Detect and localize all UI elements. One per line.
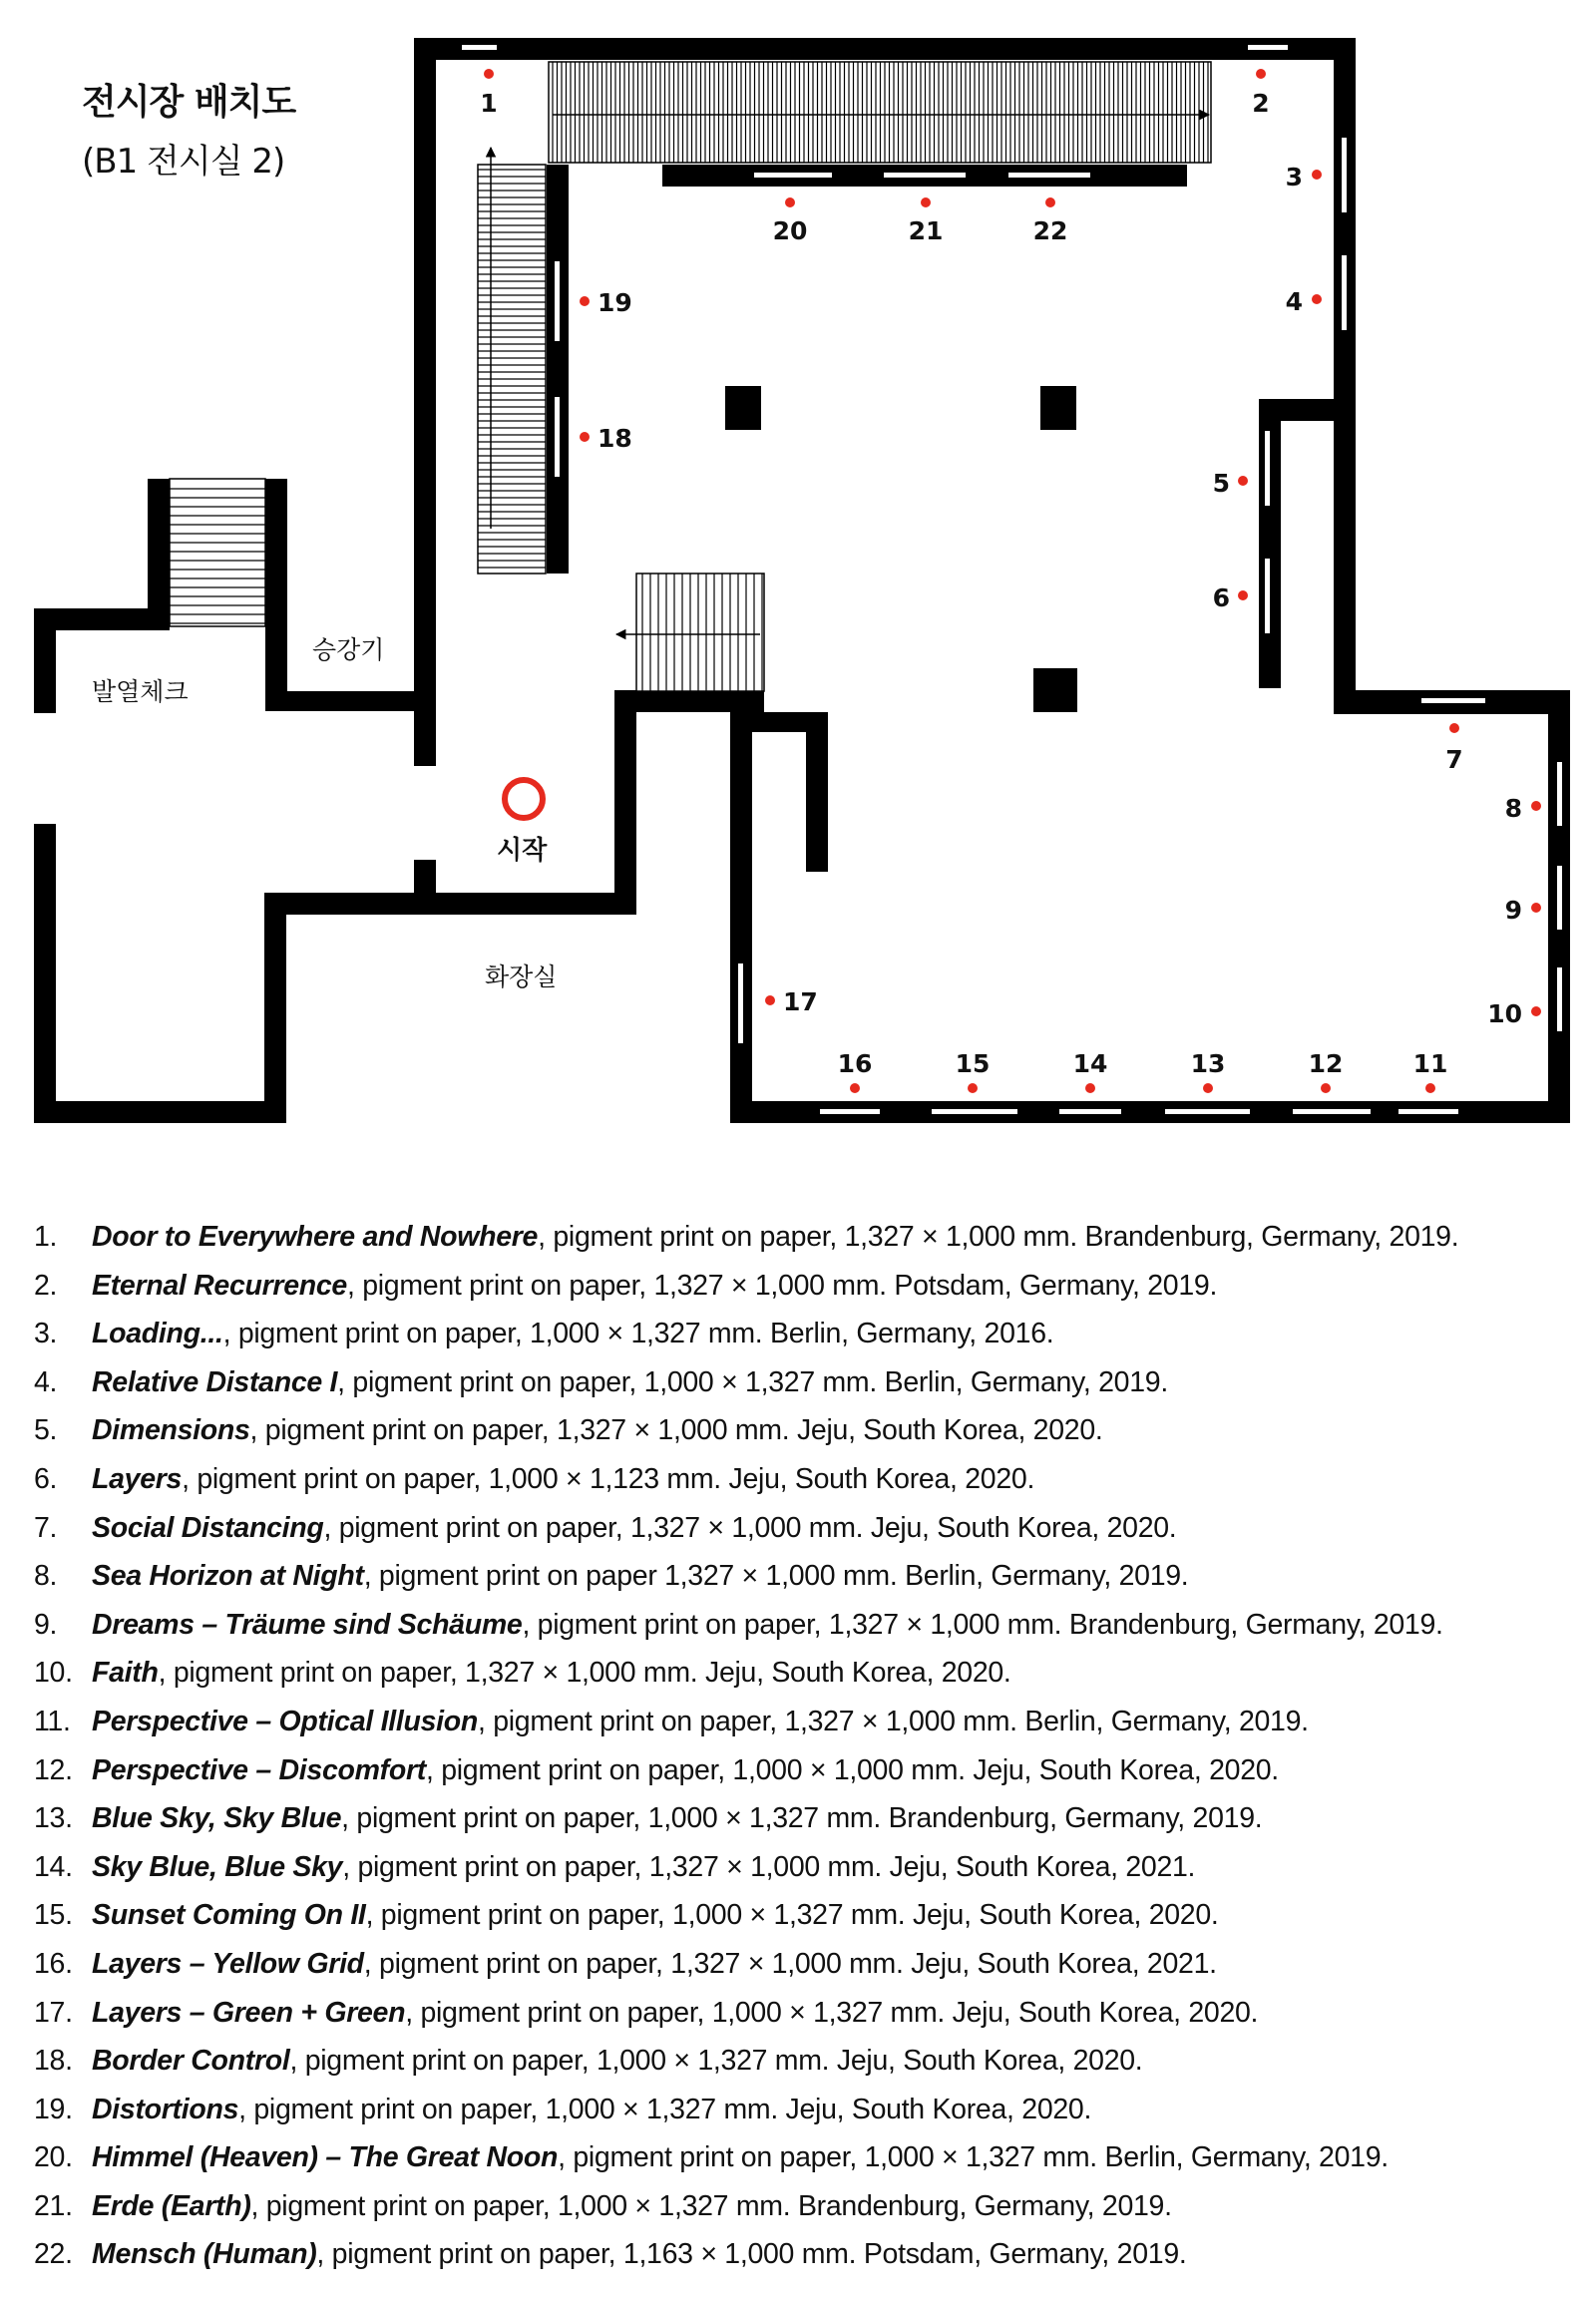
artwork-marker-number: 14 [1072,1049,1108,1078]
artwork-entry [92,1358,1168,1407]
wall [547,165,569,574]
artwork-list-item [34,1698,1590,1746]
artwork-marker-number: 18 [598,424,632,453]
artwork-details: , pigment print on paper 1,327 × 1,000 mm. Berlin, Germany, 2019. [363,1560,1189,1593]
wall [1033,668,1077,712]
artwork-marker-dot [484,69,494,79]
artwork-title: Sea Horizon at Night [92,1560,364,1593]
artwork-number: 3. [34,1318,58,1350]
floor-plan-subtitle: (B1 전시실 2) [82,142,285,182]
floor-plan-title: 전시장 배치도 [82,82,296,123]
artwork-details: , pigment print on paper, 1,000 × 1,327 mm. Jeju, South Korea, 2020. [365,1899,1219,1932]
artwork-marker-number: 10 [1487,999,1522,1028]
artwork-marker-dot [765,995,775,1005]
artwork-marker-number: 7 [1445,745,1463,774]
artwork-title: Sky Blue, Blue Sky [92,1850,343,1883]
artwork-list-item [34,1358,1590,1407]
start-point-icon [505,780,543,818]
artwork-title: Sunset Coming On II [92,1899,366,1932]
artwork-details: , pigment print on paper, 1,163 × 1,000 mm. Potsdam, Germany, 2019. [316,2238,1187,2271]
wall [265,691,436,711]
artwork-marker-dot [1321,1083,1331,1093]
wall [34,1101,286,1123]
artwork-entry [92,1504,1176,1553]
artwork-number: 12. [34,1753,73,1786]
artwork-entry [92,1843,1195,1892]
artwork-details: , pigment print on paper, 1,327 × 1,000 mm. Jeju, South Korea, 2020. [249,1414,1103,1447]
wall [265,479,287,711]
artwork-marker-number: 1 [480,89,498,118]
artwork-marker-dot [1312,170,1322,180]
artwork-marker-number: 9 [1504,896,1522,925]
artwork-details: , pigment print on paper, 1,327 × 1,000 mm. Brandenburg, Germany, 2019. [522,1608,1443,1641]
artwork-entry [92,1262,1217,1311]
artwork-details: , pigment print on paper, 1,000 × 1,123 mm. Jeju, South Korea, 2020. [182,1462,1035,1495]
artwork-entry [92,1989,1258,2038]
artwork-details: , pigment print on paper, 1,000 × 1,327 mm. Jeju, South Korea, 2020. [238,2093,1092,2125]
artwork-list-item [34,1262,1590,1311]
artwork-marker-dot [921,197,931,207]
artwork-details: , pigment print on paper, 1,000 × 1,327 mm. Berlin, Germany, 2019. [558,2141,1389,2174]
artwork-entry [92,1213,1458,1262]
artwork-marker-dot [1531,903,1541,913]
artwork-list-item [34,1891,1590,1940]
artwork-list-item [34,1746,1590,1795]
artwork-title: Himmel (Heaven) – The Great Noon [92,2141,559,2174]
artwork-number: 16. [34,1947,73,1980]
artwork-title: Perspective – Discomfort [92,1753,426,1786]
artwork-details: , pigment print on paper, 1,327 × 1,000 mm. Berlin, Germany, 2019. [477,1705,1309,1737]
wall [34,608,148,630]
artwork-details: , pigment print on paper, 1,000 × 1,327 mm. Brandenburg, Germany, 2019. [250,2189,1172,2222]
artwork-number: 10. [34,1657,73,1690]
artwork-number: 2. [34,1269,58,1302]
artwork-title: Layers [92,1462,183,1495]
room-label-restroom: 화장실 [485,962,558,991]
artwork-title: Dimensions [92,1414,250,1447]
artwork-title: Loading... [92,1318,223,1350]
artwork-marker-dot [1256,69,1266,79]
artwork-number: 4. [34,1365,58,1398]
wall [725,386,761,430]
artwork-details: , pigment print on paper, 1,000 × 1,327 mm. Brandenburg, Germany, 2019. [341,1802,1263,1835]
artwork-marker-number: 21 [908,216,944,245]
artwork-details: , pigment print on paper, 1,000 × 1,327 mm. Jeju, South Korea, 2020. [405,1996,1259,2029]
artwork-details: , pigment print on paper, 1,327 × 1,000 mm. Brandenburg, Germany, 2019. [538,1221,1459,1253]
artwork-marker-dot [1531,1006,1541,1016]
artwork-list-item [34,1310,1590,1358]
start-label: 시작 [497,836,548,866]
artwork-marker-dot [1085,1083,1095,1093]
artwork-list [34,1213,1590,2279]
artwork-list-item [34,2182,1590,2231]
artwork-number: 18. [34,2045,73,2078]
artwork-entry [92,1310,1053,1358]
artwork-title: Border Control [92,2045,290,2078]
artwork-entry [92,2230,1187,2279]
artwork-title: Mensch (Human) [92,2238,317,2271]
artwork-marker-number: 16 [837,1049,873,1078]
artwork-list-item [34,1989,1590,2038]
artwork-details: , pigment print on paper, 1,327 × 1,000 mm. Potsdam, Germany, 2019. [346,1269,1218,1302]
artwork-list-item [34,1940,1590,1989]
artwork-marker-dot [1449,723,1459,733]
artwork-marker-number: 4 [1285,287,1303,316]
wall [34,824,56,1123]
artwork-number: 17. [34,1996,73,2029]
artwork-marker-number: 22 [1032,216,1068,245]
artwork-marker-number: 20 [772,216,808,245]
artwork-title: Blue Sky, Sky Blue [92,1802,342,1835]
artwork-number: 22. [34,2238,73,2271]
artwork-list-item [34,2037,1590,2086]
artwork-entry [92,2037,1142,2086]
artwork-marker-number: 19 [598,288,632,317]
artwork-number: 19. [34,2093,73,2125]
wall [414,38,1355,60]
artwork-entry [92,1552,1188,1601]
artwork-marker-dot [580,296,590,306]
artwork-marker-dot [968,1083,978,1093]
artwork-list-item [34,1552,1590,1601]
artwork-number: 11. [34,1705,71,1737]
artwork-title: Eternal Recurrence [92,1269,347,1302]
artwork-list-item [34,1455,1590,1504]
floor-plan-map [0,0,1596,1147]
artwork-details: , pigment print on paper, 1,000 × 1,327 mm. Jeju, South Korea, 2020. [289,2045,1143,2078]
artwork-list-item [34,1406,1590,1455]
artwork-title: Erde (Earth) [92,2189,251,2222]
wall [414,38,436,766]
artwork-number: 14. [34,1850,73,1883]
artwork-details: , pigment print on paper, 1,327 × 1,000 mm. Jeju, South Korea, 2021. [342,1850,1196,1883]
wall [264,893,286,1123]
artwork-number: 21. [34,2189,73,2222]
artwork-marker-number: 13 [1190,1049,1226,1078]
artwork-number: 20. [34,2141,73,2174]
artwork-entry [92,2182,1172,2231]
artwork-title: Distortions [92,2093,239,2125]
artwork-details: , pigment print on paper, 1,327 × 1,000 mm. Jeju, South Korea, 2021. [363,1947,1217,1980]
artwork-details: , pigment print on paper, 1,000 × 1,000 mm. Jeju, South Korea, 2020. [425,1753,1279,1786]
artwork-number: 9. [34,1608,58,1641]
artwork-panels [462,45,1562,1114]
wall [414,860,436,915]
artwork-marker-number: 17 [783,987,818,1016]
artwork-details: , pigment print on paper, 1,327 × 1,000 mm. Jeju, South Korea, 2020. [323,1511,1177,1544]
artwork-entry [92,1794,1262,1843]
artwork-marker-number: 12 [1308,1049,1344,1078]
artwork-marker-number: 3 [1285,163,1303,192]
artwork-number: 15. [34,1899,73,1932]
artwork-title: Door to Everywhere and Nowhere [92,1221,539,1253]
artwork-list-item [34,1649,1590,1698]
artwork-marker-dot [1238,590,1248,600]
artwork-entry [92,1891,1219,1940]
artwork-marker-dot [1425,1083,1435,1093]
artwork-list-item [34,2086,1590,2134]
wall [148,479,170,630]
artwork-number: 6. [34,1462,58,1495]
artwork-list-item [34,1794,1590,1843]
wall [614,690,636,915]
artwork-title: Social Distancing [92,1511,324,1544]
artwork-number: 8. [34,1560,58,1593]
artwork-list-item [34,1213,1590,1262]
artwork-entry [92,1940,1217,1989]
artwork-marker-dot [785,197,795,207]
artwork-marker-number: 15 [955,1049,991,1078]
artwork-marker-number: 6 [1212,583,1230,612]
artwork-title: Layers – Green + Green [92,1996,406,2029]
artwork-marker-dot [1238,476,1248,486]
artwork-marker-dot [1312,294,1322,304]
artwork-marker-number: 5 [1212,469,1230,498]
artwork-details: , pigment print on paper, 1,327 × 1,000 mm. Jeju, South Korea, 2020. [158,1657,1011,1690]
artwork-title: Layers – Yellow Grid [92,1947,364,1980]
artwork-list-item [34,1504,1590,1553]
wall [414,893,636,915]
staircase [170,62,1211,691]
artwork-entry [92,1455,1034,1504]
artwork-details: , pigment print on paper, 1,000 × 1,327 mm. Berlin, Germany, 2019. [337,1365,1168,1398]
artwork-title: Relative Distance I [92,1365,338,1398]
artwork-title: Perspective – Optical Illusion [92,1705,478,1737]
artwork-title: Dreams – Träume sind Schäume [92,1608,523,1641]
artwork-list-item [34,2133,1590,2182]
artwork-entry [92,1698,1309,1746]
wall [806,712,828,872]
artwork-number: 7. [34,1511,58,1544]
artwork-list-item [34,1843,1590,1892]
artwork-marker-dot [580,432,590,442]
artwork-entry [92,1601,1443,1650]
artwork-number: 1. [34,1221,58,1253]
artwork-marker-dot [1531,801,1541,811]
wall [1040,386,1076,430]
wall [264,893,414,915]
artwork-marker-dot [850,1083,860,1093]
artwork-entry [92,2133,1389,2182]
artwork-marker-number: 8 [1504,794,1522,823]
artwork-marker-number: 2 [1252,89,1270,118]
artwork-list-item [34,1601,1590,1650]
artwork-number: 5. [34,1414,58,1447]
wall [730,690,752,1123]
room-label-heat-check: 발열체크 [92,677,189,706]
artwork-number: 13. [34,1802,73,1835]
artwork-details: , pigment print on paper, 1,000 × 1,327 mm. Berlin, Germany, 2016. [222,1318,1054,1350]
artwork-marker-number: 11 [1412,1049,1448,1078]
artwork-marker-dot [1203,1083,1213,1093]
artwork-entry [92,1649,1011,1698]
artwork-entry [92,1746,1279,1795]
artwork-entry [92,2086,1091,2134]
room-label-elevator: 승강기 [312,635,385,664]
artwork-title: Faith [92,1657,159,1690]
artwork-entry [92,1406,1103,1455]
artwork-list-item [34,2230,1590,2279]
artwork-marker-dot [1045,197,1055,207]
